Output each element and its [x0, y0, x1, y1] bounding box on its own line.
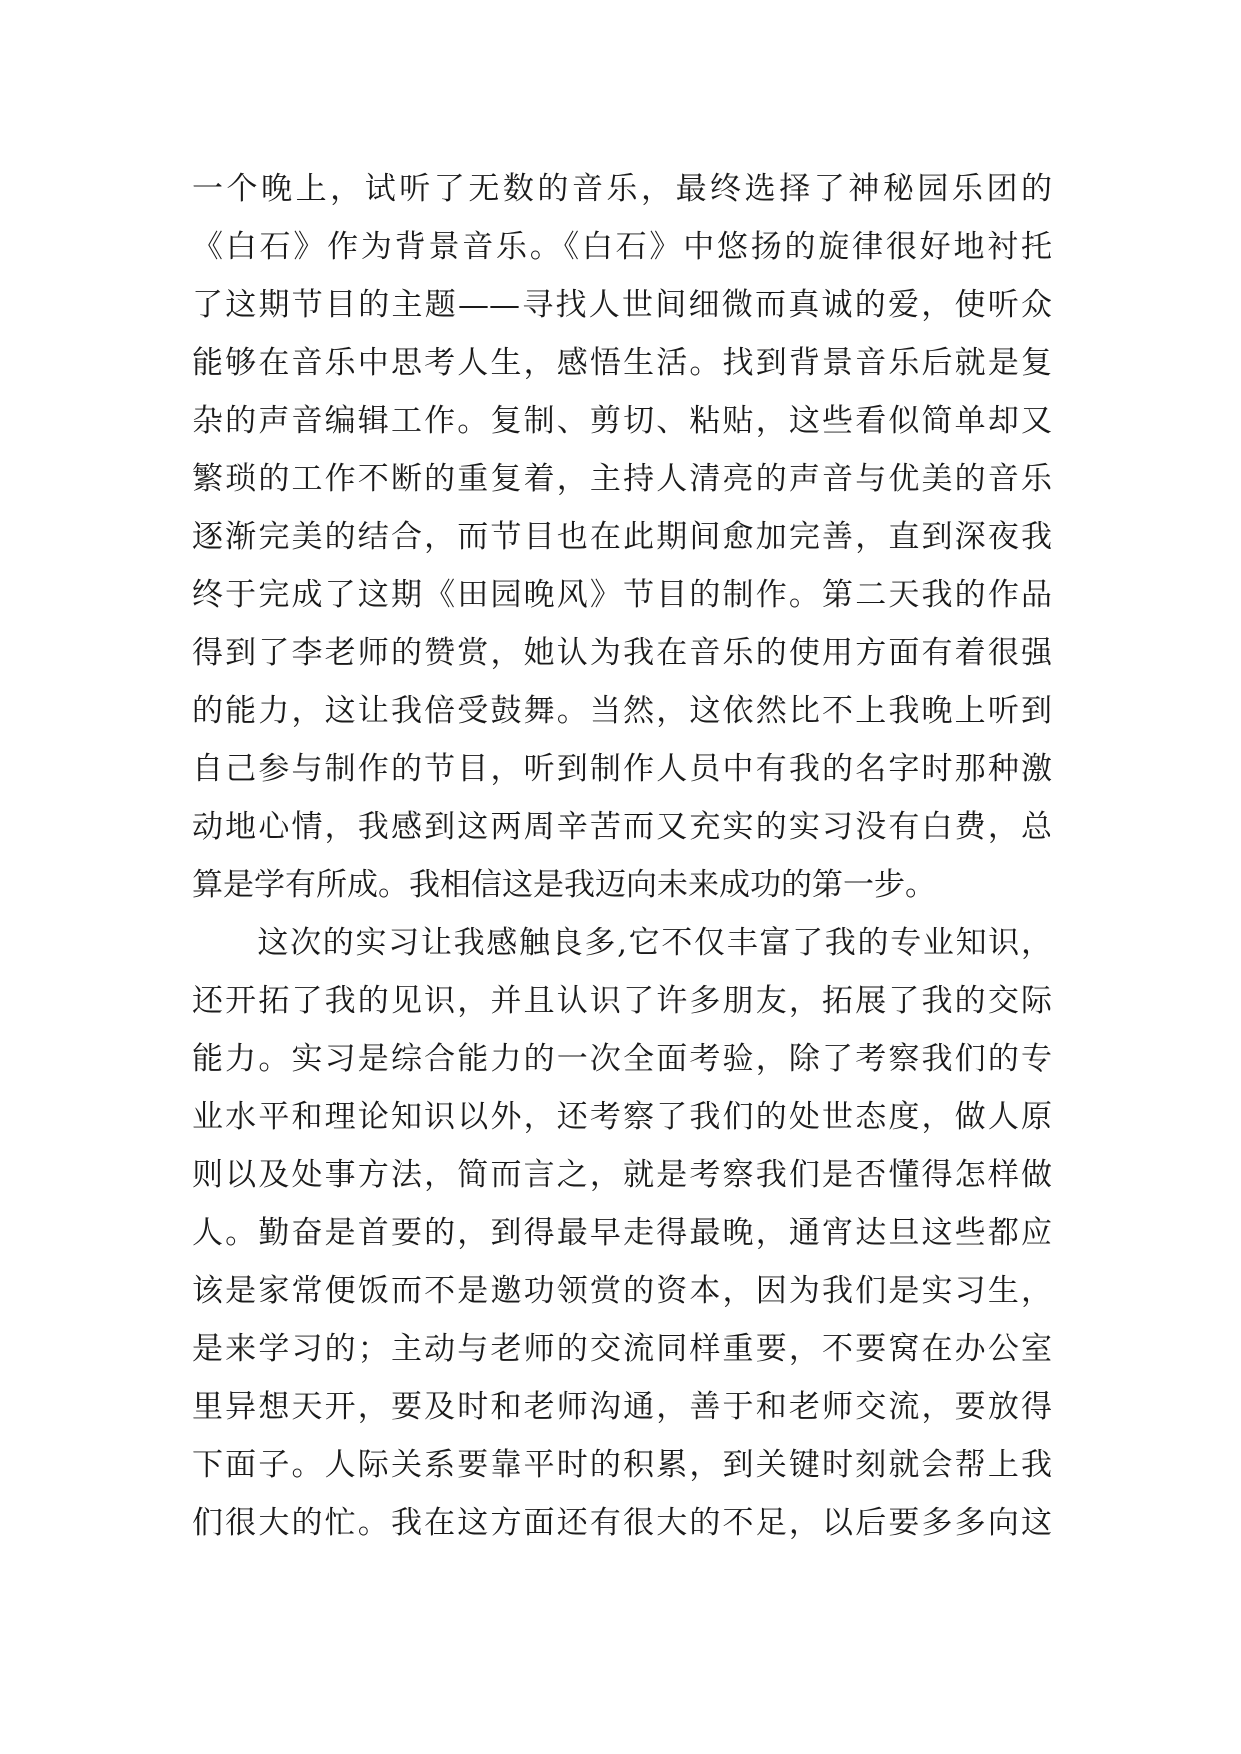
text-line: 业水平和理论知识以外，还考察了我们的处世态度，做人原: [192, 1099, 1052, 1135]
text-line: 能够在音乐中思考人生，感悟生活。找到背景音乐后就是复: [192, 345, 1052, 381]
text-line: 得到了李老师的赞赏，她认为我在音乐的使用方面有着很强: [192, 635, 1052, 671]
paragraph-1: [192, 160, 1052, 914]
text-line: 动地心情，我感到这两周辛苦而又充实的实习没有白费，总: [192, 809, 1052, 845]
text-line: 了这期节目的主题——寻找人世间细微而真诚的爱，使听众: [192, 287, 1052, 323]
text-line: 自己参与制作的节目，听到制作人员中有我的名字时那种激: [192, 751, 1052, 787]
text-line: 《白石》作为背景音乐。《白石》中悠扬的旋律很好地衬托: [192, 229, 1052, 265]
text-line: 们很大的忙。我在这方面还有很大的不足，以后要多多向这: [192, 1505, 1052, 1541]
text-line: 这次的实习让我感触良多,它不仅丰富了我的专业知识，: [192, 925, 1052, 961]
text-line: 里异想天开，要及时和老师沟通，善于和老师交流，要放得: [192, 1389, 1052, 1425]
text-line: 该是家常便饭而不是邀功领赏的资本，因为我们是实习生，: [192, 1273, 1052, 1309]
text-line: 的能力，这让我倍受鼓舞。当然，这依然比不上我晚上听到: [192, 693, 1052, 729]
text-line: 能力。实习是综合能力的一次全面考验，除了考察我们的专: [192, 1041, 1052, 1077]
text-line: 繁琐的工作不断的重复着，主持人清亮的声音与优美的音乐: [192, 461, 1052, 497]
text-line: 逐渐完美的结合，而节目也在此期间愈加完善，直到深夜我: [192, 519, 1052, 555]
text-line: 一个晚上，试听了无数的音乐，最终选择了神秘园乐团的: [192, 171, 1052, 207]
text-line: 算是学有所成。我相信这是我迈向未来成功的第一步。: [192, 867, 936, 903]
body-text: [192, 160, 1052, 1552]
text-line: 人。勤奋是首要的，到得最早走得最晚，通宵达旦这些都应: [192, 1215, 1052, 1251]
text-line: 下面子。人际关系要靠平时的积累，到关键时刻就会帮上我: [192, 1447, 1052, 1483]
text-line: 还开拓了我的见识，并且认识了许多朋友，拓展了我的交际: [192, 983, 1052, 1019]
paragraph-2: [192, 914, 1052, 1552]
text-line: 终于完成了这期《田园晚风》节目的制作。第二天我的作品: [192, 577, 1052, 613]
text-line: 是来学习的；主动与老师的交流同样重要，不要窝在办公室: [192, 1331, 1052, 1367]
text-line: 则以及处事方法，简而言之，就是考察我们是否懂得怎样做: [192, 1157, 1052, 1193]
text-line: 杂的声音编辑工作。复制、剪切、粘贴，这些看似简单却又: [192, 403, 1052, 439]
